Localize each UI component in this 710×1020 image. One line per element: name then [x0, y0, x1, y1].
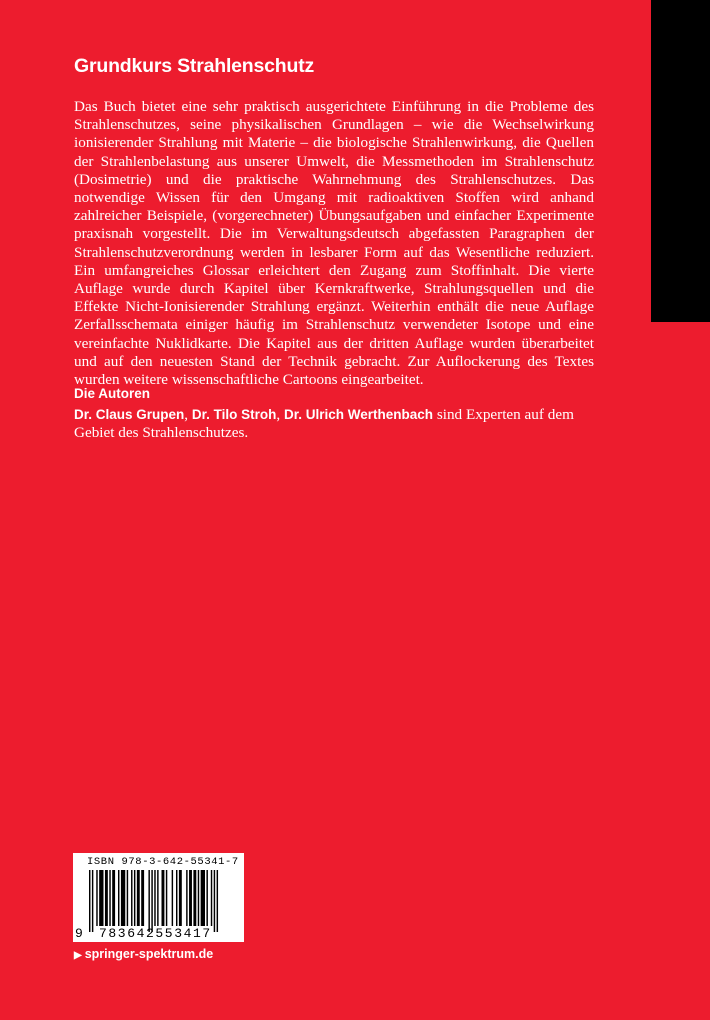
barcode-bar: [118, 870, 119, 926]
barcode-bar: [198, 870, 199, 926]
barcode-bar: [134, 870, 135, 926]
authors-paragraph: [74, 406, 594, 442]
barcode-bar: [206, 870, 207, 926]
publisher-website[interactable]: [74, 947, 213, 961]
ean-first-digit: 9: [75, 926, 83, 941]
author-name-3: Dr. Ulrich Werthenbach: [283, 407, 434, 422]
barcode-bar: [137, 870, 140, 926]
barcode-bar: [99, 870, 103, 926]
ean-digits: 783642553417: [99, 926, 212, 941]
barcode-bar: [166, 870, 167, 926]
barcode-bar: [89, 870, 90, 932]
website-url: springer-spektrum.de: [84, 947, 214, 961]
barcode-bar: [96, 870, 97, 926]
barcode-bar: [193, 870, 196, 926]
barcode-bar: [186, 870, 187, 926]
barcode-bar: [217, 870, 218, 932]
barcode-bar: [148, 870, 149, 932]
author-separator-2: ,: [276, 406, 284, 423]
isbn-label: ISBN 978-3-642-55341-7: [87, 856, 239, 868]
barcode-bar: [109, 870, 110, 926]
barcode-bar: [201, 870, 205, 926]
authors-description: sind Experten auf dem Gebiet des Strahlenschutzes.: [74, 406, 574, 442]
barcode-bar: [154, 870, 155, 926]
play-arrow-icon: ▶: [74, 950, 82, 961]
barcode-bar: [214, 870, 215, 932]
black-corner-tab: [651, 0, 710, 322]
isbn-barcode: [73, 853, 244, 942]
barcode-bar: [112, 870, 115, 926]
barcode-bar: [172, 870, 173, 926]
authors-heading: Die Autoren: [74, 386, 151, 401]
barcode-bar: [131, 870, 132, 926]
barcode-bar: [162, 870, 165, 926]
barcode-bar: [105, 870, 108, 926]
barcode-bar: [189, 870, 192, 926]
barcode-bar: [92, 870, 93, 932]
barcode-bar: [157, 870, 158, 926]
barcode-bar: [141, 870, 144, 926]
author-separator-1: ,: [184, 406, 192, 423]
barcode-bar: [211, 870, 212, 926]
author-name-1: Dr. Claus Grupen: [74, 407, 185, 422]
barcode-bar: [127, 870, 128, 926]
book-description: Das Buch bietet eine sehr praktisch ausgerichtete Einführung in die Probleme des Strahlenschutzes, seine physikalischen Grundlagen – wie die Wechselwirkung ionisierender Strahlung mit Materie – die biologische Strahlenwirkung, die Quellen der Strahlenbelastung aus unserer Umwelt, die Messmethoden im Strahlenschutz (Dosimetrie) und die praktische Wahrnehmung des Strahlenschutzes. Das notwendige Wissen für den Umgang mit radioaktiven Stoffen wird anhand zahlreicher Beispiele, (vorgerechneter) Übungsaufgaben und einfacher Experimente praxisnah vorgestellt. Die im Verwaltungsdeutsch abgefassten Paragraphen der Strahlenschutzverordnung werden in lesbarer Form auf das Wesentliche reduziert. Ein umfangreiches Glossar erleichtert den Zugang zum Stoffinhalt. Die vierte Auflage wurde durch Kapitel über Kernkraftwerke, Strahlungsquellen und die Effekte Nicht-Ionisierender Strahlung ergänzt. Weiterhin enthält die neue Auflage Zerfallsschemata einiger häufig im Strahlenschutz verwendeter Isotope und eine vereinfachte Nuklidkarte. Die Kapitel aus der dritten Auflage wurden überarbeitet und auf den neuesten Stand der Technik gebracht. Zur Auflockerung des Textes wurden weitere wissenschaftliche Cartoons eingearbeitet.: [74, 98, 594, 389]
barcode-bar: [121, 870, 125, 926]
book-title: Grundkurs Strahlenschutz: [74, 55, 315, 77]
barcode-bar: [151, 870, 152, 932]
author-name-2: Dr. Tilo Stroh: [191, 407, 277, 422]
barcode-bar: [176, 870, 177, 926]
barcode-bar: [179, 870, 182, 926]
